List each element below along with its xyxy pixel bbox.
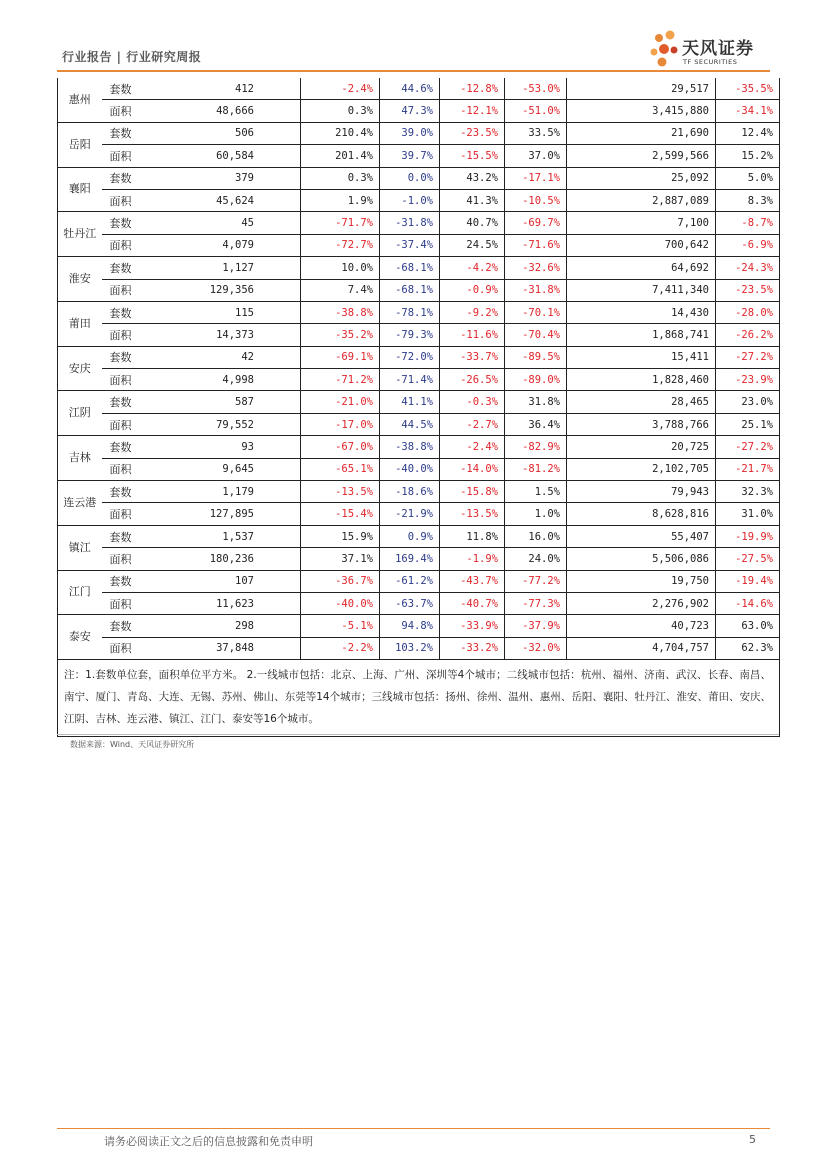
metric-label: 面积 xyxy=(102,279,158,301)
table-cell: -33.9% xyxy=(440,615,505,637)
table-cell: -19.4% xyxy=(716,570,780,592)
table-cell: -0.9% xyxy=(440,279,505,301)
metric-label: 面积 xyxy=(102,458,158,480)
table-cell: -11.6% xyxy=(440,324,505,346)
city-name: 襄阳 xyxy=(58,167,102,212)
table-cell: -34.1% xyxy=(716,100,780,122)
table-cell: -5.1% xyxy=(301,615,380,637)
table-cell: 43.2% xyxy=(440,167,505,189)
table-cell: -35.2% xyxy=(301,324,380,346)
table-cell: 7,100 xyxy=(567,212,716,234)
table-cell: 587 xyxy=(158,391,301,413)
table-cell: 103.2% xyxy=(380,637,440,659)
table-cell: -1.9% xyxy=(440,548,505,570)
table-cell: 45,624 xyxy=(158,189,301,211)
table-cell: -69.7% xyxy=(505,212,567,234)
company-logo-subtitle: TF SECURITIES xyxy=(683,58,738,66)
table-cell: 42 xyxy=(158,346,301,368)
table-cell: 0.0% xyxy=(380,167,440,189)
table-row xyxy=(58,525,780,547)
table-cell: 8,628,816 xyxy=(567,503,716,525)
table-cell: 63.0% xyxy=(716,615,780,637)
metric-label: 套数 xyxy=(102,436,158,458)
table-row xyxy=(58,391,780,413)
table-row xyxy=(58,100,780,122)
metric-label: 面积 xyxy=(102,503,158,525)
table-cell: -67.0% xyxy=(301,436,380,458)
table-row xyxy=(58,324,780,346)
table-cell: -17.0% xyxy=(301,413,380,435)
table-cell: 60,584 xyxy=(158,145,301,167)
data-source: 数据来源：Wind、天风证券研究所 xyxy=(70,740,195,749)
table-cell: 31.8% xyxy=(505,391,567,413)
company-logo-name: 天风证券 xyxy=(682,39,754,59)
table-cell: 210.4% xyxy=(301,122,380,144)
table-cell: -26.2% xyxy=(716,324,780,346)
table-cell: -15.4% xyxy=(301,503,380,525)
table-cell: 5,506,086 xyxy=(567,548,716,570)
table-cell: 93 xyxy=(158,436,301,458)
table-row xyxy=(58,481,780,503)
table-note: 注：1.套数单位套，面积单位平方米。 2.一线城市包括：北京、上海、广州、深圳等4个城市；二线城市包括：杭州、福州、济南、武汉、长春、南昌、南宁、厦门、青岛、大连、无锡、苏州、佛山、东莞等14个城市；三线城市包括：扬州、徐州、温州、惠州、岳阳、襄阳、牡丹江、淮安、莆田、安庆、江阴、吉林、连云港、镇江、江门、泰安等16个城市。 xyxy=(58,660,780,737)
metric-label: 套数 xyxy=(102,122,158,144)
table-cell: 115 xyxy=(158,301,301,323)
table-cell: 32.3% xyxy=(716,481,780,503)
table-cell: -37.4% xyxy=(380,234,440,256)
table-row xyxy=(58,503,780,525)
table-cell: 379 xyxy=(158,167,301,189)
table-row xyxy=(58,212,780,234)
table-cell: -40.7% xyxy=(440,592,505,614)
table-cell: -28.0% xyxy=(716,301,780,323)
table-cell: 0.9% xyxy=(380,525,440,547)
table-cell: 41.3% xyxy=(440,189,505,211)
table-cell: 21,690 xyxy=(567,122,716,144)
table-cell: 8.3% xyxy=(716,189,780,211)
table-row xyxy=(58,145,780,167)
table-cell: -14.6% xyxy=(716,592,780,614)
table-row xyxy=(58,257,780,279)
table-row xyxy=(58,369,780,391)
table-cell: 19,750 xyxy=(567,570,716,592)
table-cell: 28,465 xyxy=(567,391,716,413)
table-cell: 39.0% xyxy=(380,122,440,144)
table-row xyxy=(58,122,780,144)
table-cell: -71.7% xyxy=(301,212,380,234)
table-cell: 2,599,566 xyxy=(567,145,716,167)
table-cell: 45 xyxy=(158,212,301,234)
metric-label: 套数 xyxy=(102,615,158,637)
table-cell: 79,552 xyxy=(158,413,301,435)
metric-label: 套数 xyxy=(102,301,158,323)
table-cell: -18.6% xyxy=(380,481,440,503)
metric-label: 面积 xyxy=(102,369,158,391)
metric-label: 套数 xyxy=(102,346,158,368)
city-name: 镇江 xyxy=(58,525,102,570)
table-cell: -89.0% xyxy=(505,369,567,391)
table-cell: 3,415,880 xyxy=(567,100,716,122)
table-row xyxy=(58,301,780,323)
table-cell: -15.8% xyxy=(440,481,505,503)
table-cell: -33.2% xyxy=(440,637,505,659)
metric-label: 面积 xyxy=(102,592,158,614)
table-cell: -32.0% xyxy=(505,637,567,659)
table-cell: 1,868,741 xyxy=(567,324,716,346)
table-cell: -10.5% xyxy=(505,189,567,211)
table-cell: 16.0% xyxy=(505,525,567,547)
table-cell: 25.1% xyxy=(716,413,780,435)
table-cell: 40.7% xyxy=(440,212,505,234)
table-cell: -33.7% xyxy=(440,346,505,368)
metric-label: 套数 xyxy=(102,525,158,547)
table-cell: -38.8% xyxy=(380,436,440,458)
table-cell: 107 xyxy=(158,570,301,592)
metric-label: 面积 xyxy=(102,324,158,346)
table-cell: 1,828,460 xyxy=(567,369,716,391)
table-cell: 55,407 xyxy=(567,525,716,547)
table-cell: 15.2% xyxy=(716,145,780,167)
metric-label: 套数 xyxy=(102,167,158,189)
table-row xyxy=(58,78,780,100)
table-cell: -70.1% xyxy=(505,301,567,323)
table-cell: -12.8% xyxy=(440,78,505,100)
city-name: 连云港 xyxy=(58,481,102,526)
table-cell: 79,943 xyxy=(567,481,716,503)
table-row xyxy=(58,548,780,570)
table-cell: -53.0% xyxy=(505,78,567,100)
table-cell: 44.5% xyxy=(380,413,440,435)
metric-label: 面积 xyxy=(102,145,158,167)
table-cell: -32.6% xyxy=(505,257,567,279)
metric-label: 面积 xyxy=(102,637,158,659)
city-name: 莆田 xyxy=(58,301,102,346)
table-row xyxy=(58,279,780,301)
table-cell: -69.1% xyxy=(301,346,380,368)
table-cell: -19.9% xyxy=(716,525,780,547)
table-cell: -21.0% xyxy=(301,391,380,413)
table-cell: -2.2% xyxy=(301,637,380,659)
table-row xyxy=(58,436,780,458)
table-row xyxy=(58,346,780,368)
table-cell: -2.4% xyxy=(440,436,505,458)
table-cell: -51.0% xyxy=(505,100,567,122)
city-name: 安庆 xyxy=(58,346,102,391)
table-cell: 2,887,089 xyxy=(567,189,716,211)
table-cell: -8.7% xyxy=(716,212,780,234)
source-divider xyxy=(57,734,779,735)
table-cell: 0.3% xyxy=(301,167,380,189)
city-name: 淮安 xyxy=(58,257,102,302)
table-cell: -36.7% xyxy=(301,570,380,592)
table-cell: 29,517 xyxy=(567,78,716,100)
table-cell: -72.7% xyxy=(301,234,380,256)
table-cell: 3,788,766 xyxy=(567,413,716,435)
table-row xyxy=(58,458,780,480)
table-cell: -24.3% xyxy=(716,257,780,279)
table-cell: 129,356 xyxy=(158,279,301,301)
table-cell: -12.1% xyxy=(440,100,505,122)
table-cell: 5.0% xyxy=(716,167,780,189)
table-cell: -68.1% xyxy=(380,279,440,301)
table-cell: -27.2% xyxy=(716,346,780,368)
city-name: 江门 xyxy=(58,570,102,615)
table-row xyxy=(58,167,780,189)
table-cell: -77.3% xyxy=(505,592,567,614)
table-cell: 15,411 xyxy=(567,346,716,368)
table-cell: 4,998 xyxy=(158,369,301,391)
table-cell: -31.8% xyxy=(380,212,440,234)
city-name: 吉林 xyxy=(58,436,102,481)
table-row xyxy=(58,615,780,637)
table-cell: -40.0% xyxy=(380,458,440,480)
table-cell: 47.3% xyxy=(380,100,440,122)
metric-label: 套数 xyxy=(102,212,158,234)
metric-label: 套数 xyxy=(102,78,158,100)
table-cell: -21.9% xyxy=(380,503,440,525)
table-cell: 33.5% xyxy=(505,122,567,144)
table-row xyxy=(58,570,780,592)
table-cell: -71.4% xyxy=(380,369,440,391)
table-cell: -61.2% xyxy=(380,570,440,592)
table-cell: 39.7% xyxy=(380,145,440,167)
metric-label: 套数 xyxy=(102,257,158,279)
table-cell: -68.1% xyxy=(380,257,440,279)
table-cell: -38.8% xyxy=(301,301,380,323)
table-cell: 37,848 xyxy=(158,637,301,659)
table-cell: 127,895 xyxy=(158,503,301,525)
table-cell: -40.0% xyxy=(301,592,380,614)
city-name: 泰安 xyxy=(58,615,102,660)
table-cell: 14,430 xyxy=(567,301,716,323)
table-cell: 4,079 xyxy=(158,234,301,256)
city-name: 惠州 xyxy=(58,78,102,122)
table-cell: 15.9% xyxy=(301,525,380,547)
table-cell: 7,411,340 xyxy=(567,279,716,301)
table-cell: -17.1% xyxy=(505,167,567,189)
table-cell: 1.5% xyxy=(505,481,567,503)
table-cell: 11.8% xyxy=(440,525,505,547)
table-cell: -13.5% xyxy=(440,503,505,525)
table-cell: 37.0% xyxy=(505,145,567,167)
table-cell: -14.0% xyxy=(440,458,505,480)
table-cell: -1.0% xyxy=(380,189,440,211)
page-number: 5 xyxy=(749,1133,756,1146)
table-cell: -78.1% xyxy=(380,301,440,323)
housing-sales-table xyxy=(57,78,780,737)
table-row xyxy=(58,637,780,659)
metric-label: 套数 xyxy=(102,570,158,592)
metric-label: 套数 xyxy=(102,481,158,503)
table-cell: 64,692 xyxy=(567,257,716,279)
table-cell: 12.4% xyxy=(716,122,780,144)
table-cell: -21.7% xyxy=(716,458,780,480)
table-cell: -70.4% xyxy=(505,324,567,346)
table-cell: 44.6% xyxy=(380,78,440,100)
table-cell: 169.4% xyxy=(380,548,440,570)
table-cell: 201.4% xyxy=(301,145,380,167)
table-cell: -4.2% xyxy=(440,257,505,279)
header-divider xyxy=(57,70,770,72)
table-cell: -27.5% xyxy=(716,548,780,570)
table-row xyxy=(58,413,780,435)
table-cell: 24.0% xyxy=(505,548,567,570)
table-cell: 37.1% xyxy=(301,548,380,570)
city-name: 江阴 xyxy=(58,391,102,436)
table-cell: 48,666 xyxy=(158,100,301,122)
metric-label: 面积 xyxy=(102,413,158,435)
table-cell: -23.5% xyxy=(440,122,505,144)
table-cell: 1,127 xyxy=(158,257,301,279)
table-cell: 506 xyxy=(158,122,301,144)
table-cell: -23.9% xyxy=(716,369,780,391)
table-cell: 0.3% xyxy=(301,100,380,122)
footer-divider xyxy=(57,1128,770,1129)
table-note-row xyxy=(58,660,780,737)
table-cell: -65.1% xyxy=(301,458,380,480)
table-cell: -13.5% xyxy=(301,481,380,503)
table-cell: 1.0% xyxy=(505,503,567,525)
table-row xyxy=(58,234,780,256)
metric-label: 面积 xyxy=(102,100,158,122)
table-cell: -71.2% xyxy=(301,369,380,391)
table-cell: -43.7% xyxy=(440,570,505,592)
table-cell: 14,373 xyxy=(158,324,301,346)
table-cell: 9,645 xyxy=(158,458,301,480)
table-cell: -27.2% xyxy=(716,436,780,458)
table-cell: 36.4% xyxy=(505,413,567,435)
table-cell: 11,623 xyxy=(158,592,301,614)
metric-label: 面积 xyxy=(102,189,158,211)
table-cell: -82.9% xyxy=(505,436,567,458)
table-cell: 700,642 xyxy=(567,234,716,256)
table-cell: -26.5% xyxy=(440,369,505,391)
table-cell: -72.0% xyxy=(380,346,440,368)
table-cell: 412 xyxy=(158,78,301,100)
table-cell: 1.9% xyxy=(301,189,380,211)
table-cell: 20,725 xyxy=(567,436,716,458)
table-cell: -63.7% xyxy=(380,592,440,614)
table-cell: -31.8% xyxy=(505,279,567,301)
table-cell: 31.0% xyxy=(716,503,780,525)
table-row xyxy=(58,592,780,614)
table-cell: 180,236 xyxy=(158,548,301,570)
metric-label: 面积 xyxy=(102,234,158,256)
metric-label: 套数 xyxy=(102,391,158,413)
table-cell: -81.2% xyxy=(505,458,567,480)
table-cell: 4,704,757 xyxy=(567,637,716,659)
report-header-title: 行业报告 | 行业研究周报 xyxy=(62,50,202,64)
table-cell: 1,537 xyxy=(158,525,301,547)
table-cell: 24.5% xyxy=(440,234,505,256)
table-cell: 25,092 xyxy=(567,167,716,189)
table-cell: -6.9% xyxy=(716,234,780,256)
table-cell: -23.5% xyxy=(716,279,780,301)
table-cell: -9.2% xyxy=(440,301,505,323)
footer-disclaimer: 请务必阅读正文之后的信息披露和免责申明 xyxy=(104,1135,313,1148)
table-cell: -89.5% xyxy=(505,346,567,368)
table-cell: 41.1% xyxy=(380,391,440,413)
table-cell: -0.3% xyxy=(440,391,505,413)
city-name: 岳阳 xyxy=(58,122,102,167)
table-cell: 94.8% xyxy=(380,615,440,637)
table-cell: 23.0% xyxy=(716,391,780,413)
table-cell: 2,276,902 xyxy=(567,592,716,614)
city-name: 牡丹江 xyxy=(58,212,102,257)
table-row xyxy=(58,189,780,211)
metric-label: 面积 xyxy=(102,548,158,570)
table-cell: -35.5% xyxy=(716,78,780,100)
table-cell: 298 xyxy=(158,615,301,637)
table-cell: -71.6% xyxy=(505,234,567,256)
table-cell: -2.4% xyxy=(301,78,380,100)
table-cell: 2,102,705 xyxy=(567,458,716,480)
table-cell: -77.2% xyxy=(505,570,567,592)
table-cell: -37.9% xyxy=(505,615,567,637)
table-cell: -2.7% xyxy=(440,413,505,435)
table-cell: 62.3% xyxy=(716,637,780,659)
table-cell: 40,723 xyxy=(567,615,716,637)
table-cell: -15.5% xyxy=(440,145,505,167)
table-cell: 10.0% xyxy=(301,257,380,279)
table-cell: 7.4% xyxy=(301,279,380,301)
table-cell: 1,179 xyxy=(158,481,301,503)
table-cell: -79.3% xyxy=(380,324,440,346)
